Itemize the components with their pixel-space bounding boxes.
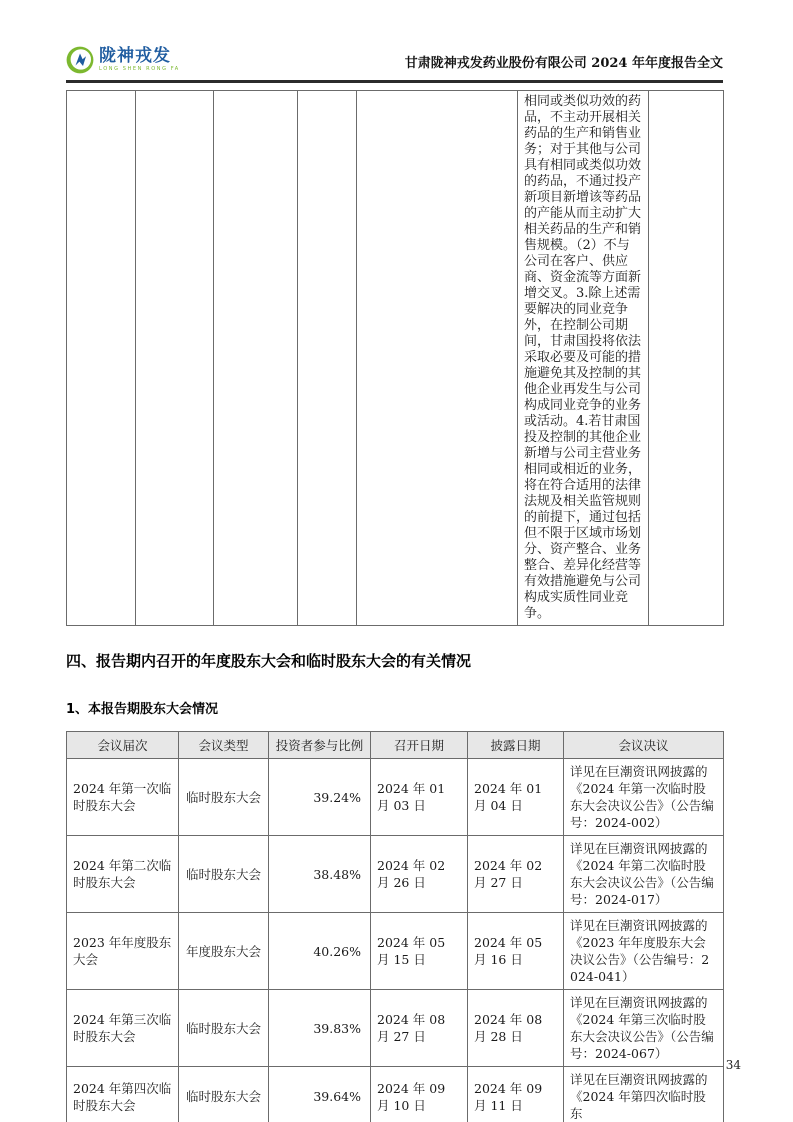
cell-disclosure: 2024 年 01 月 04 日	[468, 759, 564, 836]
cell-resolution: 详见在巨潮资讯网披露的《2024 年第一次临时股东大会决议公告》（公告编号：2024-002）	[564, 759, 724, 836]
subsection-heading: 1、本报告期股东大会情况	[66, 702, 219, 717]
cell-type: 年度股东大会	[179, 913, 269, 990]
cell-type: 临时股东大会	[179, 836, 269, 913]
table-row	[67, 913, 724, 990]
col-header-session: 会议届次	[67, 732, 179, 759]
cell-ratio: 40.26%	[269, 913, 371, 990]
col-header-disclosure: 披露日期	[468, 732, 564, 759]
cell-type: 临时股东大会	[179, 990, 269, 1067]
company-logo-text	[99, 48, 180, 72]
col-header-date: 召开日期	[371, 732, 468, 759]
col-header-type: 会议类型	[179, 732, 269, 759]
cell-disclosure: 2024 年 09 月 11 日	[468, 1067, 564, 1122]
table-row	[67, 990, 724, 1067]
shareholder-meetings-table	[66, 731, 724, 1122]
company-logo	[66, 46, 180, 74]
commitment-text-cell: 相同或类似功效的药品，不主动开展相关药品的生产和销售业务；对于其他与公司具有相同或类似功效的药品，不通过投产新项目新增该等药品的产能从而主动扩大相关药品的生产和销售规模。（2）不与公司在客户、供应商、资金流等方面新增交叉。3.除上述需要解决的同业竞争外，在控制公司期间，甘肃国投将依法采取必要及可能的措施避免其及控制的其他企业再发生与公司构成同业竞争的业务或活动。4.若甘肃国投及控制的其他企业新增与公司主营业务相同或相近的业务，将在符合适用的法律法规及相关监管规则的前提下，通过包括但不限于区域市场划分、资产整合、业务整合、差异化经营等有效措施避免与公司构成实质性同业竞争。	[518, 91, 649, 626]
cell-resolution: 详见在巨潮资讯网披露的《2023 年年度股东大会决议公告》（公告编号：2024-041）	[564, 913, 724, 990]
cell-session: 2024 年第一次临时股东大会	[67, 759, 179, 836]
company-logo-icon	[66, 46, 94, 74]
cell-resolution: 详见在巨潮资讯网披露的《2024 年第三次临时股东大会决议公告》（公告编号：2024-067）	[564, 990, 724, 1067]
empty-cell	[357, 91, 518, 626]
cell-session: 2024 年第四次临时股东大会	[67, 1067, 179, 1122]
cell-type: 临时股东大会	[179, 1067, 269, 1122]
cell-session: 2024 年第二次临时股东大会	[67, 836, 179, 913]
col-header-resolution: 会议决议	[564, 732, 724, 759]
section-heading: 四、报告期内召开的年度股东大会和临时股东大会的有关情况	[66, 652, 472, 670]
cell-disclosure: 2024 年 05 月 16 日	[468, 913, 564, 990]
report-title: 甘肃陇神戎发药业股份有限公司 2024 年年度报告全文	[404, 56, 723, 71]
cell-ratio: 39.83%	[269, 990, 371, 1067]
page-header	[66, 46, 723, 83]
cell-resolution: 详见在巨潮资讯网披露的《2024 年第二次临时股东大会决议公告》（公告编号：2024-017）	[564, 836, 724, 913]
empty-cell	[136, 91, 214, 626]
company-logo-cn: 陇神戎发	[99, 46, 171, 66]
table-row	[67, 1067, 724, 1122]
table-row	[67, 836, 724, 913]
col-header-ratio: 投资者参与比例	[269, 732, 371, 759]
cell-ratio: 38.48%	[269, 836, 371, 913]
empty-cell	[298, 91, 357, 626]
cell-date: 2024 年 05 月 15 日	[371, 913, 468, 990]
company-logo-en: LONG SHEN RONG FA	[99, 66, 180, 72]
cell-type: 临时股东大会	[179, 759, 269, 836]
empty-cell	[67, 91, 136, 626]
cell-disclosure: 2024 年 02 月 27 日	[468, 836, 564, 913]
cell-session: 2023 年年度股东大会	[67, 913, 179, 990]
cell-ratio: 39.24%	[269, 759, 371, 836]
cell-disclosure: 2024 年 08 月 28 日	[468, 990, 564, 1067]
table-row	[67, 759, 724, 836]
cell-date: 2024 年 09 月 10 日	[371, 1067, 468, 1122]
table-header-row	[67, 732, 724, 759]
empty-cell	[649, 91, 724, 626]
page-number: 34	[725, 1058, 741, 1072]
cell-date: 2024 年 08 月 27 日	[371, 990, 468, 1067]
cell-date: 2024 年 01 月 03 日	[371, 759, 468, 836]
cell-session: 2024 年第三次临时股东大会	[67, 990, 179, 1067]
empty-cell	[214, 91, 298, 626]
continuation-table	[66, 90, 724, 626]
cell-resolution: 详见在巨潮资讯网披露的《2024 年第四次临时股东	[564, 1067, 724, 1122]
table-row	[67, 91, 724, 626]
cell-date: 2024 年 02 月 26 日	[371, 836, 468, 913]
cell-ratio: 39.64%	[269, 1067, 371, 1122]
